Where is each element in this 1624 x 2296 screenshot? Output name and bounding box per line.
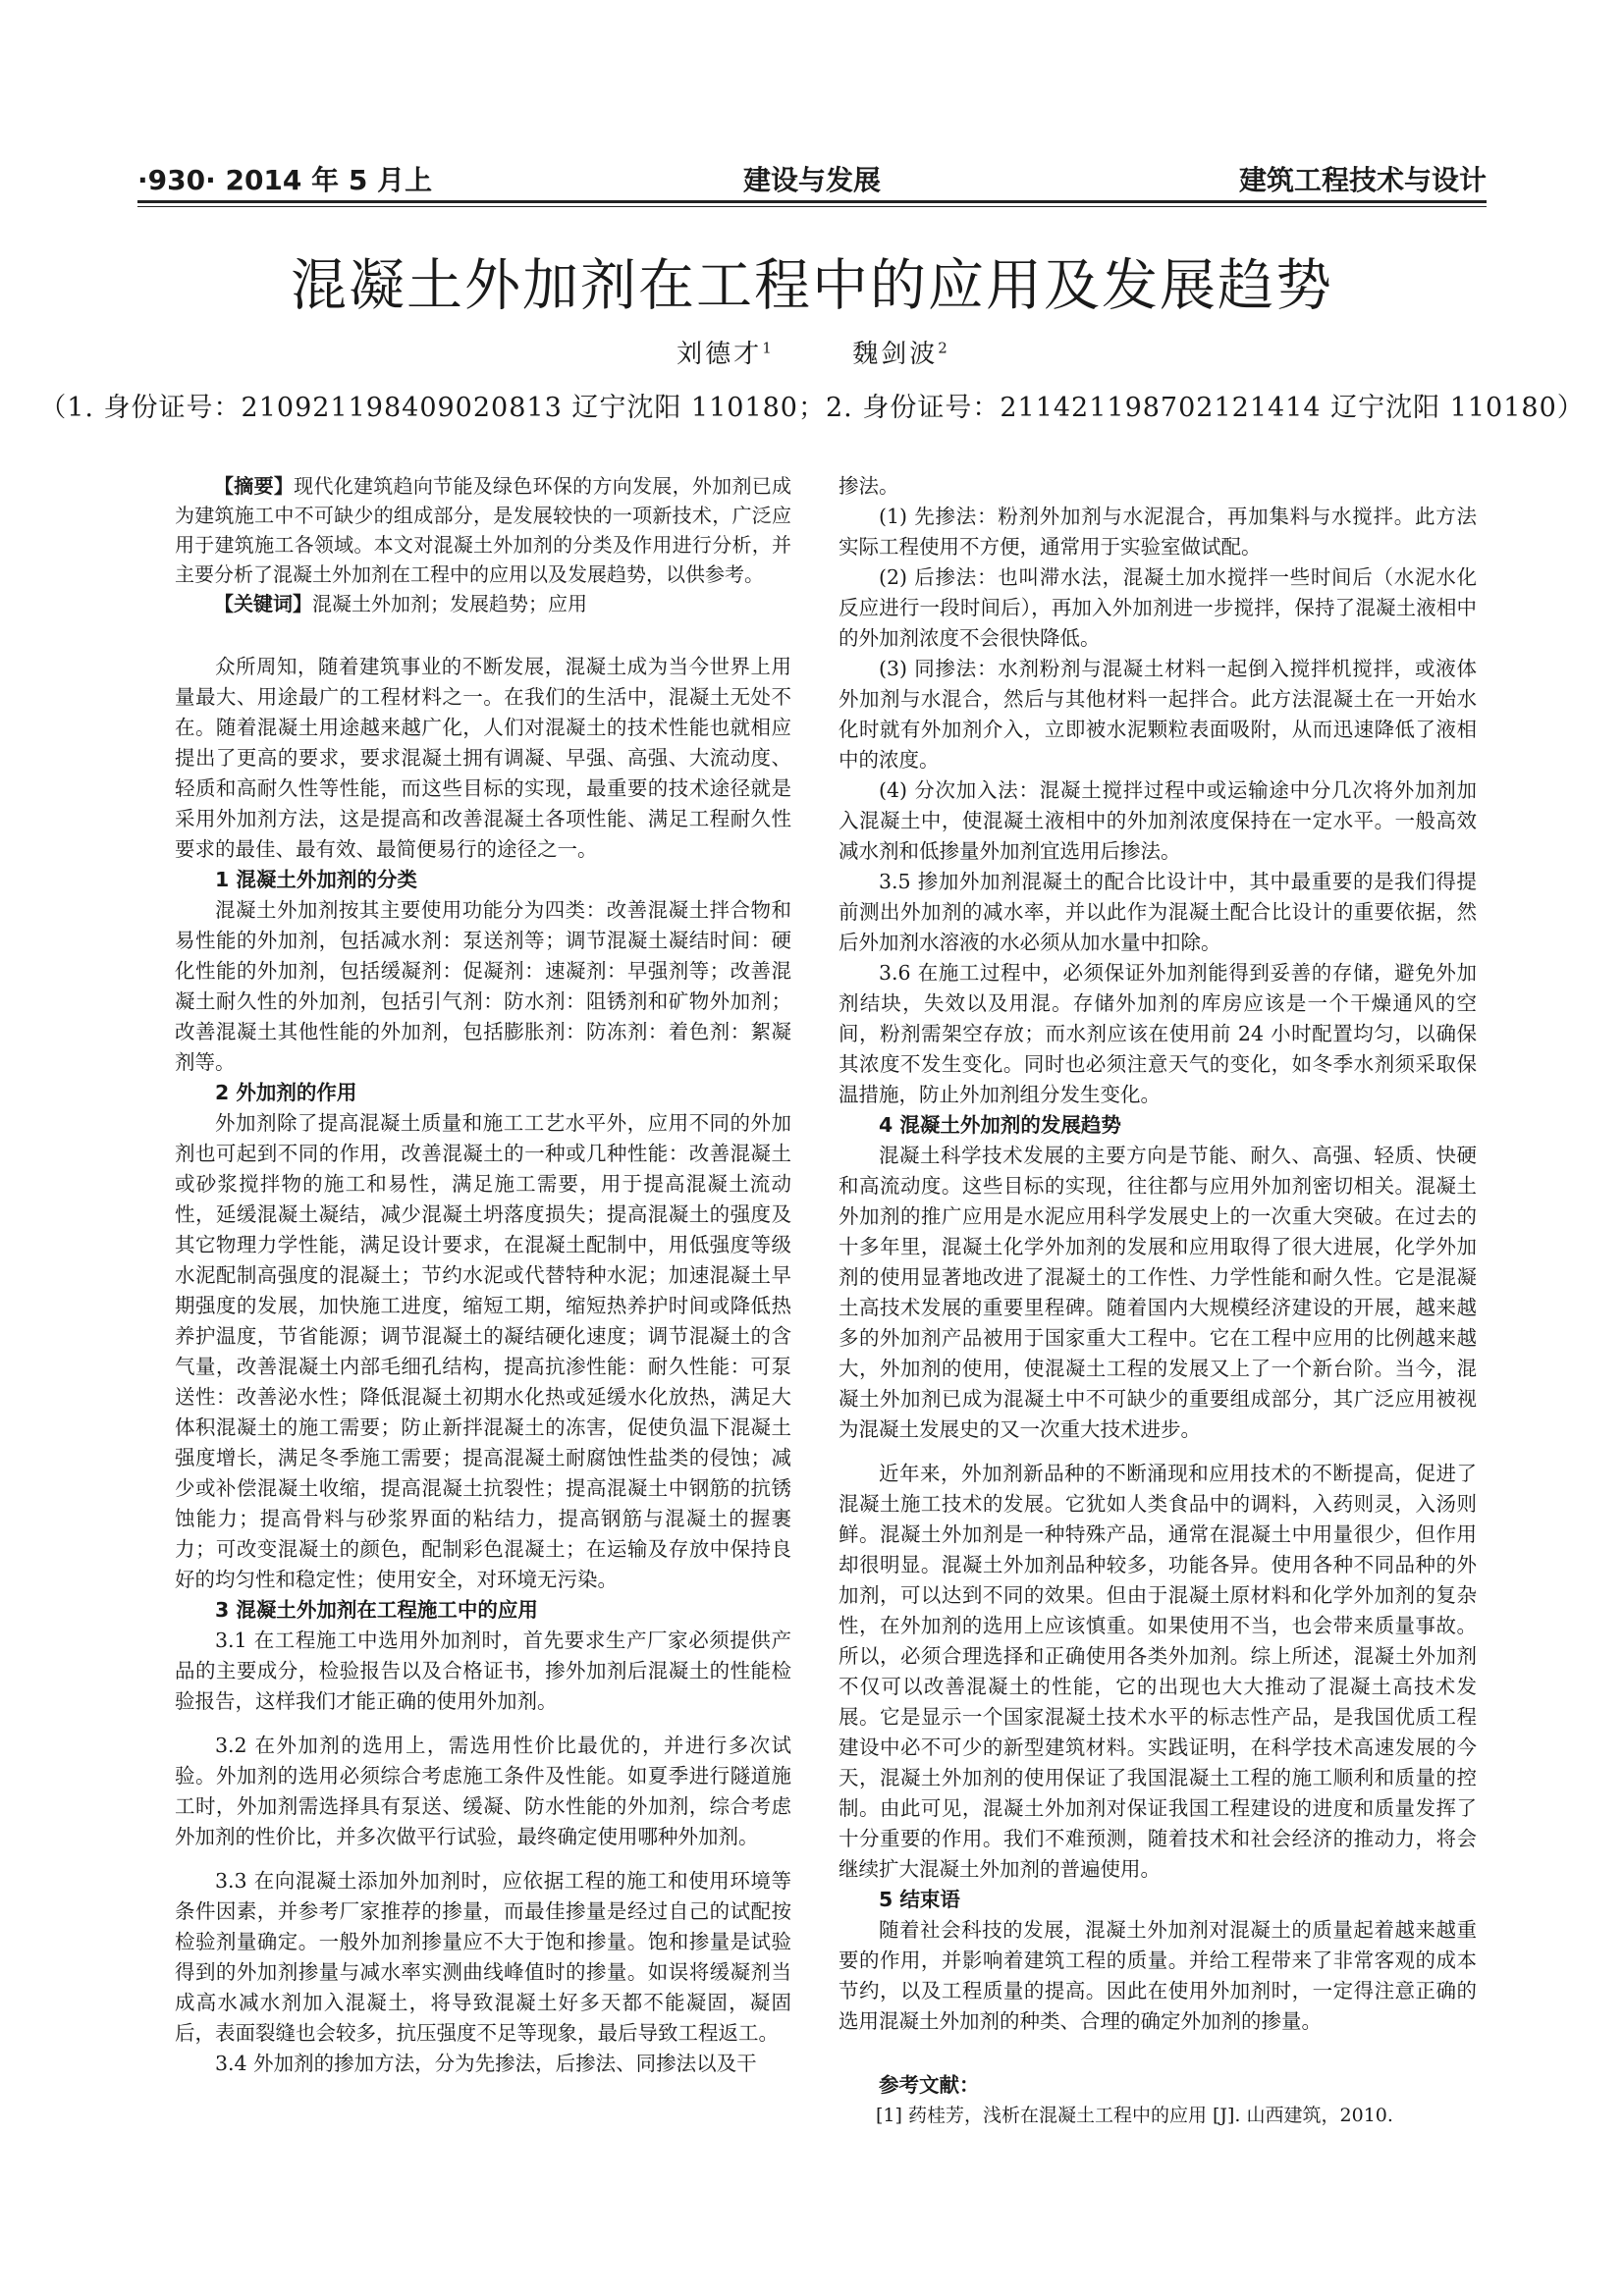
section-2-heading: 2 外加剂的作用 bbox=[215, 1081, 357, 1104]
method-4-paragraph: (4) 分次加入法：混凝土搅拌过程中或运输途中分几次将外加剂加入混凝土中，使混凝土液相中的外加剂浓度保持在一定水平。一般高效减水剂和低掺量外加剂宜选用后掺法。 bbox=[839, 778, 1477, 863]
author-2-note: 2 bbox=[938, 339, 947, 357]
article-title: 混凝土外加剂在工程中的应用及发展趋势 bbox=[291, 253, 1333, 318]
left-column bbox=[175, 471, 791, 2079]
section-1-heading: 1 混凝土外加剂的分类 bbox=[215, 868, 417, 891]
header-rule-thin bbox=[137, 206, 1487, 207]
intro-paragraph: 众所周知，随着建筑事业的不断发展，混凝土成为当今世界上用量最大、用途最广的工程材料之一。在我们的生活中，混凝土无处不在。随着混凝土用途越来越广化，人们对混凝土的技术性能也就相应提出了更高的要求，要求混凝土拥有调凝、早强、高强、大流动度、轻质和高耐久性等性能，而这些目标的实现，最重要的技术途径就是采用外加剂方法，这是提高和改善混凝土各项性能、满足工程耐久性要求的最佳、最有效、最简便易行的途径之一。 bbox=[175, 655, 791, 861]
paragraph-3-4: 3.4 外加剂的掺加方法，分为先掺法，后掺法、同掺法以及干 bbox=[215, 2052, 757, 2075]
section-3-heading: 3 混凝土外加剂在工程施工中的应用 bbox=[215, 1598, 538, 1622]
section-5-heading: 5 结束语 bbox=[879, 1888, 960, 1911]
paragraph-3-2: 3.2 在外加剂的选用上，需选用性价比最优的，并进行多次试验。外加剂的选用必须综合考虑施工条件及性能。如夏季进行隧道施工时，外加剂需选择具有泵送、缓凝、防水性能的外加剂，综合考虑外加剂的性价比，并多次做平行试验，最终确定使用哪种外加剂。 bbox=[175, 1734, 791, 1848]
method-3-paragraph: (3) 同掺法：水剂粉剂与混凝土材料一起倒入搅拌机搅拌，或液体外加剂与水混合，然后与其他材料一起拌合。此方法混凝土在一开始水化时就有外加剂介入，立即被水泥颗粒表面吸附，从而迅速降低了液相中的浓度。 bbox=[839, 657, 1477, 772]
header-section-name: 建筑工程技术与设计 bbox=[1238, 164, 1487, 196]
section-5-paragraph: 随着社会科技的发展，混凝土外加剂对混凝土的质量起着越来越重要的作用，并影响着建筑工程的质量。并给工程带来了非常客观的成本节约，以及工程质量的提高。因此在使用外加剂时，一定得注意正确的选用混凝土外加剂的种类、合理的确定外加剂的掺量。 bbox=[839, 1918, 1477, 2033]
paragraph-3-1: 3.1 在工程施工中选用外加剂时，首先要求生产厂家必须提供产品的主要成分，检验报告以及合格证书，掺外加剂后混凝土的性能检验报告，这样我们才能正确的使用外加剂。 bbox=[175, 1629, 791, 1713]
header-rule-thick bbox=[137, 200, 1487, 203]
right-column bbox=[839, 471, 1477, 2131]
abstract-label: 【摘要】 bbox=[214, 474, 295, 498]
keywords-label: 【关键词】 bbox=[214, 592, 312, 615]
section-1-paragraph: 混凝土外加剂按其主要使用功能分为四类：改善混凝土拌合物和易性能的外加剂，包括减水剂：泵送剂等；调节混凝土凝结时间：硬化性能的外加剂，包括缓凝剂：促凝剂：速凝剂：早强剂等；改善混凝土耐久性的外加剂，包括引气剂：防水剂：阻锈剂和矿物外加剂；改善混凝土其他性能的外加剂，包括膨胀剂：防冻剂：着色剂：絮凝剂等。 bbox=[175, 898, 791, 1074]
paragraph-3-3: 3.3 在向混凝土添加外加剂时，应依据工程的施工和使用环境等条件因素，并参考厂家推荐的掺量，而最佳掺量是经过自己的试配按检验剂量确定。一般外加剂掺量应不大于饱和掺量。饱和掺量是试验得到的外加剂掺量与减水率实测曲线峰值时的掺量。如误将缓凝剂当成高水减水剂加入混凝土，将导致混凝土好多天都不能凝固，凝固后，表面裂缝也会较多，抗压强度不足等现象，最后导致工程返工。 bbox=[175, 1869, 791, 2045]
method-2-paragraph: (2) 后掺法：也叫滞水法，混凝土加水搅拌一些时间后（水泥水化反应进行一段时间后），再加入外加剂进一步搅拌，保持了混凝土液相中的外加剂浓度不会很快降低。 bbox=[839, 565, 1477, 650]
section-4-paragraph-1: 混凝土科学技术发展的主要方向是节能、耐久、高强、轻质、快硬和高流动度。这些目标的实现，往往都与应用外加剂密切相关。混凝土外加剂的推广应用是水泥应用科学发展史上的一次重大突破。在过去的十多年里，混凝土化学外加剂的发展和应用取得了很大进展，化学外加剂的使用显著地改进了混凝土的工作性、力学性能和耐久性。它是混凝土高技术发展的重要里程碑。随着国内大规模经济建设的开展，越来越多的外加剂产品被用于国家重大工程中。它在工程中应用的比例越来越大，外加剂的使用，使混凝土工程的发展又上了一个新台阶。当今，混凝土外加剂已成为混凝土中不可缺少的重要组成部分，其广泛应用被视为混凝土发展史的又一次重大技术进步。 bbox=[839, 1144, 1477, 1441]
author-1: 刘德才 bbox=[677, 340, 763, 369]
method-1-paragraph: (1) 先掺法：粉剂外加剂与水泥混合，再加集料与水搅拌。此方法实际工程使用不方便，通常用于实验室做试配。 bbox=[839, 505, 1477, 559]
header-journal-name: 建设与发展 bbox=[742, 164, 881, 196]
header-page-date: ·930· 2014 年 5 月上 bbox=[137, 164, 433, 196]
running-header bbox=[137, 159, 1487, 198]
affiliation-line: （1. 身份证号：210921198409020813 辽宁沈阳 110180；2. 身份证号：211421198702121414 辽宁沈阳 110180） bbox=[39, 393, 1585, 423]
paragraph-3-5: 3.5 掺加外加剂混凝土的配合比设计中，其中最重要的是我们得提前测出外加剂的减水率，并以此作为混凝土配合比设计的重要依据，然后外加剂水溶液的水必须从加水量中扣除。 bbox=[839, 870, 1477, 954]
author-1-note: 1 bbox=[762, 339, 772, 357]
references-heading: 参考文献： bbox=[879, 2073, 980, 2097]
abstract-text: 现代化建筑趋向节能及绿色环保的方向发展，外加剂已成为建筑施工中不可缺少的组成部分，是发展较快的一项新技术，广泛应用于建筑施工各领域。本文对混凝土外加剂的分类及作用进行分析，并主要分析了混凝土外加剂在工程中的应用以及发展趋势，以供参考。 bbox=[175, 474, 792, 586]
section-4-heading: 4 混凝土外加剂的发展趋势 bbox=[879, 1113, 1121, 1137]
keywords-text: 混凝土外加剂；发展趋势；应用 bbox=[312, 592, 587, 615]
paragraph-3-6: 3.6 在施工过程中，必须保证外加剂能得到妥善的存储，避免外加剂结块，失效以及用混。存储外加剂的库房应该是一个干燥通风的空间，粉剂需架空存放；而水剂应该在使用前 24 小时配置均匀，以确保其浓度不发生变化。同时也必须注意天气的变化，如冬季水剂须采取保温措施，防止外加剂组分发生变化。 bbox=[839, 961, 1477, 1106]
author-2: 魏剑波 bbox=[852, 340, 939, 369]
section-4-paragraph-2: 近年来，外加剂新品种的不断涌现和应用技术的不断提高，促进了混凝土施工技术的发展。它犹如人类食品中的调料，入药则灵，入汤则鲜。混凝土外加剂是一种特殊产品，通常在混凝土中用量很少，但作用却很明显。混凝土外加剂品种较多，功能各异。使用各种不同品种的外加剂，可以达到不同的效果。但由于混凝土原材料和化学外加剂的复杂性，在外加剂的选用上应该慎重。如果使用不当，也会带来质量事故。所以，必须合理选择和正确使用各类外加剂。综上所述，混凝土外加剂不仅可以改善混凝土的性能，它的出现也大大推动了混凝土高技术发展。它是显示一个国家混凝土技术水平的标志性产品，是我国优质工程建设中必不可少的新型建筑材料。实践证明，在科学技术高速发展的今天，混凝土外加剂的使用保证了我国混凝土工程的施工顺利和质量的控制。由此可见，混凝土外加剂对保证我国工程建设的进度和质量发挥了十分重要的作用。我们不难预测，随着技术和社会经济的推动力，将会继续扩大混凝土外加剂的普遍使用。 bbox=[839, 1462, 1477, 1881]
authors-line bbox=[0, 334, 1624, 370]
paragraph-3-4-continued: 掺法。 bbox=[839, 474, 899, 498]
reference-item: [1] 药桂芳，浅析在混凝土工程中的应用 [J]. 山西建筑，2010. bbox=[876, 2105, 1393, 2126]
abstract-block bbox=[175, 471, 791, 618]
section-2-paragraph: 外加剂除了提高混凝土质量和施工工艺水平外，应用不同的外加剂也可起到不同的作用，改善混凝土的一种或几种性能：改善混凝土或砂浆搅拌物的施工和易性，满足施工需要，用于提高混凝土流动性，延缓混凝土凝结，减少混凝土坍落度损失；提高混凝土的强度及其它物理力学性能，满足设计要求，在混凝土配制中，用低强度等级水泥配制高强度的混凝土；节约水泥或代替特种水泥；加速混凝土早期强度的发展，加快施工进度，缩短工期，缩短热养护时间或降低热养护温度，节省能源；调节混凝土的凝结硬化速度；调节混凝土的含气量，改善混凝土内部毛细孔结构，提高抗渗性能：耐久性能：可泵送性：改善泌水性；降低混凝土初期水化热或延缓水化放热，满足大体积混凝土的施工需要；防止新拌混凝土的冻害，促使负温下混凝土强度增长，满足冬季施工需要；提高混凝土耐腐蚀性盐类的侵蚀；减少或补偿混凝土收缩，提高混凝土抗裂性；提高混凝土中钢筋的抗锈蚀能力；提高骨料与砂浆界面的粘结力，提高钢筋与混凝土的握裹力；可改变混凝土的颜色，配制彩色混凝土；在运输及存放中保持良好的均匀性和稳定性；使用安全，对环境无污染。 bbox=[175, 1111, 791, 1591]
abstract-paragraph bbox=[175, 471, 791, 589]
keywords-paragraph bbox=[175, 589, 791, 618]
